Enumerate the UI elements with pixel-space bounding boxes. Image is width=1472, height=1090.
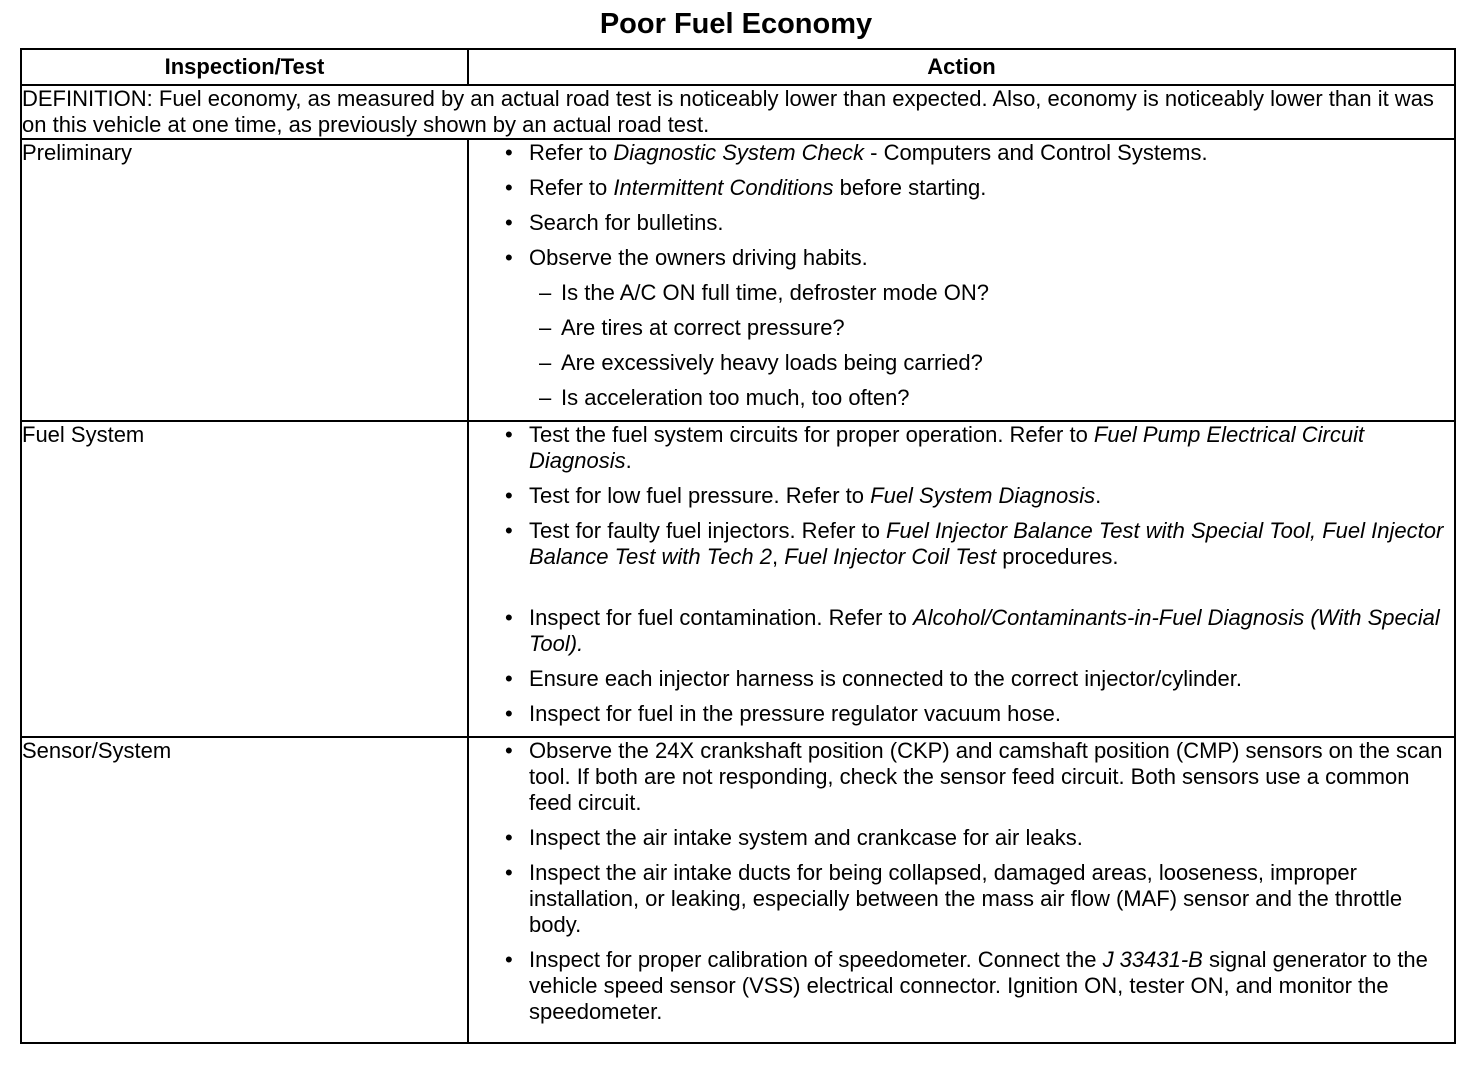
list-item: • Search for bulletins. [505,210,724,235]
list-item: • Test the fuel system circuits for proper operation. Refer to Fuel Pump Electrical Circuit Diagnosis. [505,422,1365,473]
list-item: • Test for low fuel pressure. Refer to Fuel System Diagnosis. [505,483,1102,508]
list-item: • Observe the owners driving habits. [505,245,868,270]
header-action: Action [468,49,1455,85]
table-header-row [21,49,1455,85]
list-item: • Observe the 24X crankshaft position (CKP) and camshaft position (CMP) sensors on the scan tool. If both are not responding, check the sensor feed circuit. Both sensors use a common feed circuit. [505,738,1443,815]
list-item: • Inspect for fuel contamination. Refer to Alcohol/Contaminants-in-Fuel Diagnosis (With Special Tool). [505,605,1440,656]
row-label-sensor-system: Sensor/System [21,737,468,1043]
definition-text: DEFINITION: Fuel economy, as measured by an actual road test is noticeably lower than expected. Also, economy is noticeably lower than it was on this vehicle at one time, as previously shown by an actual road test. [21,85,1455,139]
list-item: • Test for faulty fuel injectors. Refer to Fuel Injector Balance Test with Special Tool, Fuel Injector Balance Test with Tech 2, Fuel Injector Coil Test procedures. [505,518,1444,569]
sub-list-item: – Are excessively heavy loads being carried? [539,350,983,375]
row-label-preliminary: Preliminary [21,139,468,421]
action-cell [468,139,1455,421]
sub-list-item: – Is acceleration too much, too often? [539,385,910,410]
definition-row [21,85,1455,139]
action-list [469,140,1454,411]
sub-list-item: – Are tires at correct pressure? [539,315,845,340]
list-item: • Inspect the air intake system and crankcase for air leaks. [505,825,1083,850]
action-cell [468,421,1455,737]
page-title: Poor Fuel Economy [599,8,873,40]
header-inspection-test: Inspection/Test [21,49,468,85]
table-row [21,139,1455,421]
table-row [21,421,1455,737]
list-item: • Refer to Intermittent Conditions before starting. [505,175,987,200]
sub-list-item: – Is the A/C ON full time, defroster mode ON? [539,280,989,305]
table-row [21,737,1455,1043]
action-cell [468,737,1455,1043]
action-list [469,738,1454,1025]
list-item: • Inspect for proper calibration of speedometer. Connect the J 33431-B signal generator to the vehicle speed sensor (VSS) electrical connector. Ignition ON, tester ON, and monitor the speedometer. [505,947,1428,1024]
list-item: • Inspect for fuel in the pressure regulator vacuum hose. [505,701,1061,726]
action-list [469,422,1454,727]
list-item: • Refer to Diagnostic System Check - Computers and Control Systems. [505,140,1208,165]
diagnostic-table [20,48,1456,1044]
list-item: • Ensure each injector harness is connected to the correct injector/cylinder. [505,666,1242,691]
row-label-fuel-system: Fuel System [21,421,468,737]
list-item: • Inspect the air intake ducts for being collapsed, damaged areas, looseness, improper installation, or leaking, especially between the mass air flow (MAF) sensor and the throttle body. [505,860,1403,937]
